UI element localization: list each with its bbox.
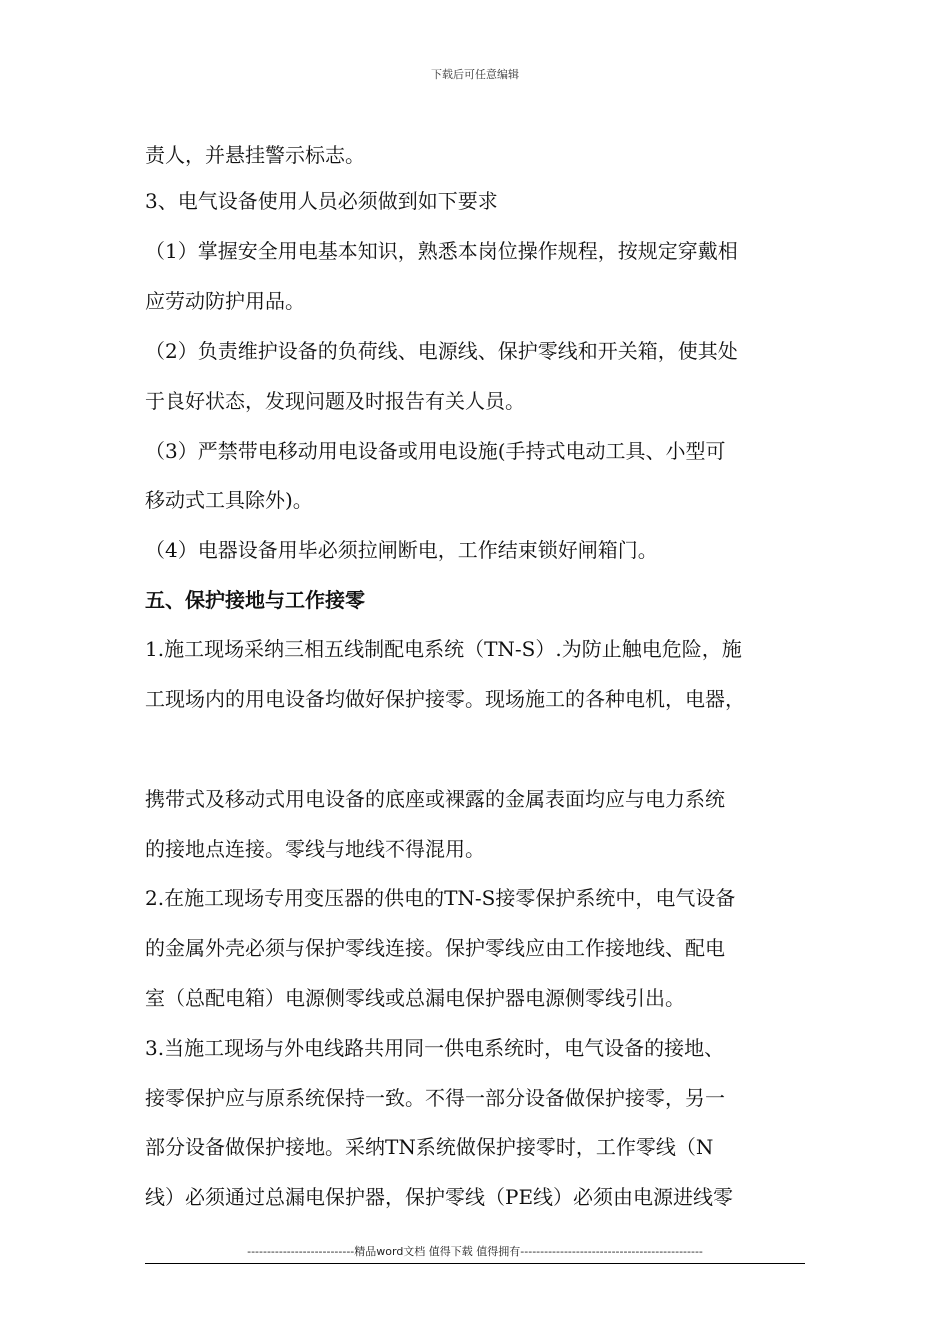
body-line: 于良好状态，发现问题及时报告有关人员。 xyxy=(145,389,525,413)
footer-divider xyxy=(145,1263,805,1264)
body-line: 部分设备做保护接地。采纳TN系统做保护接零时，工作零线（N xyxy=(145,1135,714,1159)
body-line: 责人，并悬挂警示标志。 xyxy=(145,143,365,167)
body-line: 的接地点连接。零线与地线不得混用。 xyxy=(145,837,485,861)
body-line: （1）掌握安全用电基本知识，熟悉本岗位操作规程，按规定穿戴相 xyxy=(145,239,738,263)
body-line: 工现场内的用电设备均做好保护接零。现场施工的各种电机，电器， xyxy=(145,687,745,711)
body-line: 1.施工现场采纳三相五线制配电系统（TN-S）.为防止触电危险，施 xyxy=(145,637,742,661)
body-line: （3）严禁带电移动用电设备或用电设施(手持式电动工具、小型可 xyxy=(145,439,726,463)
body-line: 接零保护应与原系统保持一致。不得一部分设备做保护接零，另一 xyxy=(145,1086,725,1110)
page-footer-note: ---------------------------精品word文档 值得下载 值得拥有---------------------------------------------- xyxy=(247,1245,703,1258)
body-line: 应劳动防护用品。 xyxy=(145,289,305,313)
body-line: （2）负责维护设备的负荷线、电源线、保护零线和开关箱，使其处 xyxy=(145,339,738,363)
body-line: 移动式工具除外)。 xyxy=(145,488,313,512)
body-line: 2.在施工现场专用变压器的供电的TN-S接零保护系统中，电气设备 xyxy=(145,886,736,910)
body-line: 携带式及移动式用电设备的底座或裸露的金属表面均应与电力系统 xyxy=(145,787,725,811)
body-line: （4）电器设备用毕必须拉闸断电，工作结束锁好闸箱门。 xyxy=(145,538,658,562)
section-heading: 五、保护接地与工作接零 xyxy=(145,588,365,612)
body-line: 的金属外壳必须与保护零线连接。保护零线应由工作接地线、配电 xyxy=(145,936,725,960)
page-header-note: 下载后可任意编辑 xyxy=(431,68,519,81)
body-line: 3.当施工现场与外电线路共用同一供电系统时，电气设备的接地、 xyxy=(145,1036,725,1060)
body-line: 3、电气设备使用人员必须做到如下要求 xyxy=(145,189,498,213)
body-line: 室（总配电箱）电源侧零线或总漏电保护器电源侧零线引出。 xyxy=(145,986,685,1010)
body-line: 线）必须通过总漏电保护器，保护零线（PE线）必须由电源进线零 xyxy=(145,1185,734,1209)
